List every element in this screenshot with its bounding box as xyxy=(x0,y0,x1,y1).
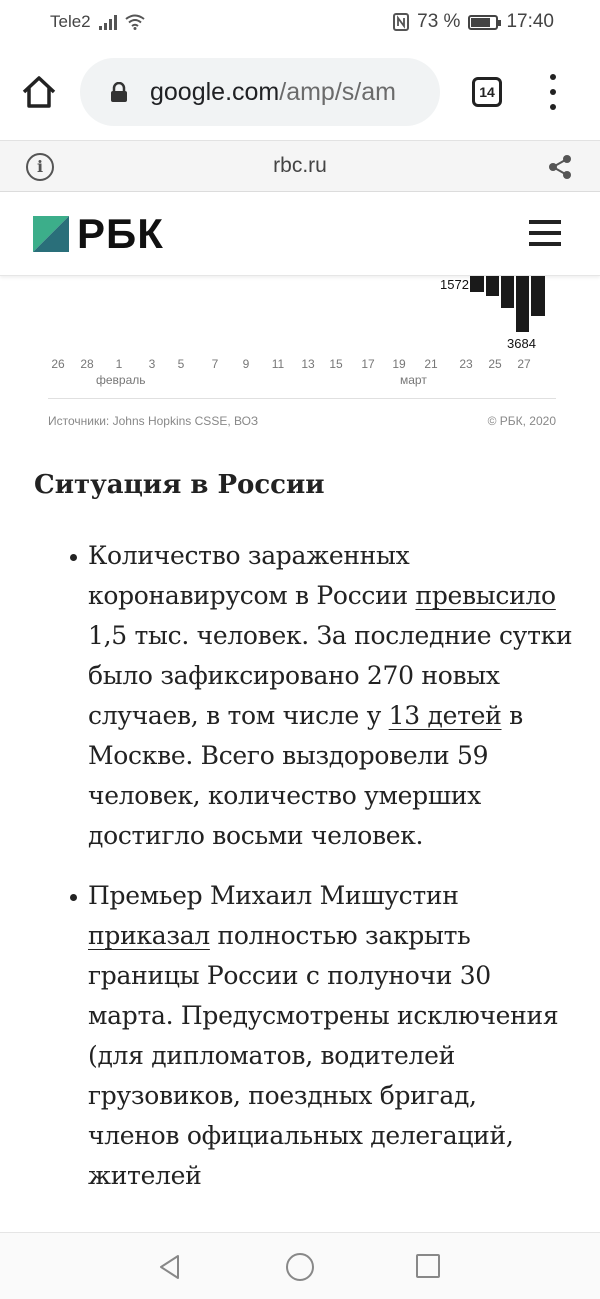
home-icon[interactable] xyxy=(20,72,58,112)
amp-domain[interactable]: rbc.ru xyxy=(273,154,327,177)
url-host: google.com xyxy=(150,78,280,106)
chart-copyright: © РБК, 2020 xyxy=(487,414,556,428)
back-icon[interactable] xyxy=(156,1253,184,1281)
bullet-text: Премьер Михаил Мишустин xyxy=(88,881,459,910)
amp-source-bar xyxy=(0,140,600,192)
x-tick-label: 7 xyxy=(211,357,219,371)
x-tick-label: 13 xyxy=(301,357,315,371)
section-heading: Ситуация в России xyxy=(34,470,325,500)
bullet-text: полностью закрыть границы России с полуночи 30 марта. Предусмотрены исключения (для дипломатов, водителей грузовиков, поездных бригад, членов официальных делегаций, жителей xyxy=(88,921,559,1190)
link-13-children[interactable]: 13 детей xyxy=(388,701,502,730)
clock: 17:40 xyxy=(506,11,554,32)
x-tick-label: 25 xyxy=(488,357,502,371)
chart-sources: Источники: Johns Hopkins CSSE, ВОЗ xyxy=(48,414,259,428)
recent-apps-icon[interactable] xyxy=(416,1254,440,1278)
address-bar[interactable] xyxy=(80,58,440,126)
x-tick-label: 19 xyxy=(392,357,406,371)
x-tick-label: 27 xyxy=(517,357,531,371)
x-tick-label: 15 xyxy=(329,357,343,371)
rbc-logo[interactable] xyxy=(33,210,164,257)
wifi-icon xyxy=(125,14,145,30)
month-label-march: март xyxy=(400,373,427,387)
link-ordered[interactable]: приказал xyxy=(88,921,210,950)
status-right xyxy=(393,11,554,33)
article-body xyxy=(0,436,600,1232)
x-tick-label: 26 xyxy=(51,357,65,371)
bullet-text: в Москве. Всего выздоровели 59 человек, количество умерших достигло восьми человек. xyxy=(88,701,523,850)
chart-bar xyxy=(486,276,499,296)
chart-bar xyxy=(501,276,514,308)
link-exceeded[interactable]: превысило xyxy=(415,581,556,610)
list-item xyxy=(34,536,574,856)
info-icon[interactable]: i xyxy=(26,153,54,181)
x-tick-label: 3 xyxy=(148,357,156,371)
status-bar xyxy=(0,0,600,44)
x-tick-label: 9 xyxy=(242,357,250,371)
signal-icon xyxy=(99,14,117,30)
site-header xyxy=(0,192,600,276)
chart-fragment xyxy=(0,276,600,436)
bar-label-1572: 1572 xyxy=(440,277,469,292)
x-tick-label: 23 xyxy=(459,357,473,371)
bullet-list xyxy=(34,536,574,1216)
home-nav-icon[interactable] xyxy=(286,1253,314,1281)
chart-divider xyxy=(48,398,556,399)
carrier-name: Tele2 xyxy=(50,12,91,31)
status-left xyxy=(50,12,145,32)
url-text[interactable] xyxy=(150,78,396,107)
x-tick-label: 5 xyxy=(177,357,185,371)
logo-text: РБК xyxy=(77,210,164,257)
system-nav-bar xyxy=(0,1232,600,1299)
chart-bar xyxy=(516,276,529,332)
x-tick-label: 28 xyxy=(80,357,94,371)
bar-label-3684: 3684 xyxy=(507,336,536,351)
nfc-icon xyxy=(393,13,409,31)
browser-toolbar xyxy=(0,44,600,140)
x-tick-label: 1 xyxy=(115,357,123,371)
x-tick-label: 17 xyxy=(361,357,375,371)
bullet-text: 1,5 тыс. человек. За последние сутки было зафиксировано 270 новых случаев, в том числе у xyxy=(88,621,573,730)
battery-icon xyxy=(468,15,498,30)
bullet-text: Количество зараженных коронавирусом в России xyxy=(88,541,416,610)
url-path: /amp/s/am xyxy=(279,78,396,106)
chart-svg xyxy=(0,276,600,396)
more-options-icon[interactable] xyxy=(548,74,558,110)
chart-bar xyxy=(531,276,545,316)
x-tick-label: 11 xyxy=(271,357,285,371)
share-icon[interactable] xyxy=(546,153,574,181)
battery-percent: 73 % xyxy=(417,11,461,32)
list-item xyxy=(34,876,574,1196)
rbc-logo-mark-icon xyxy=(33,216,69,252)
hamburger-menu-icon[interactable] xyxy=(529,220,561,246)
lock-icon xyxy=(110,82,128,102)
month-label-february: февраль xyxy=(96,373,146,387)
tab-switcher-button[interactable]: 14 xyxy=(472,77,502,107)
battery-fill xyxy=(471,18,490,27)
chart-bar xyxy=(470,276,484,292)
x-tick-label: 21 xyxy=(424,357,438,371)
